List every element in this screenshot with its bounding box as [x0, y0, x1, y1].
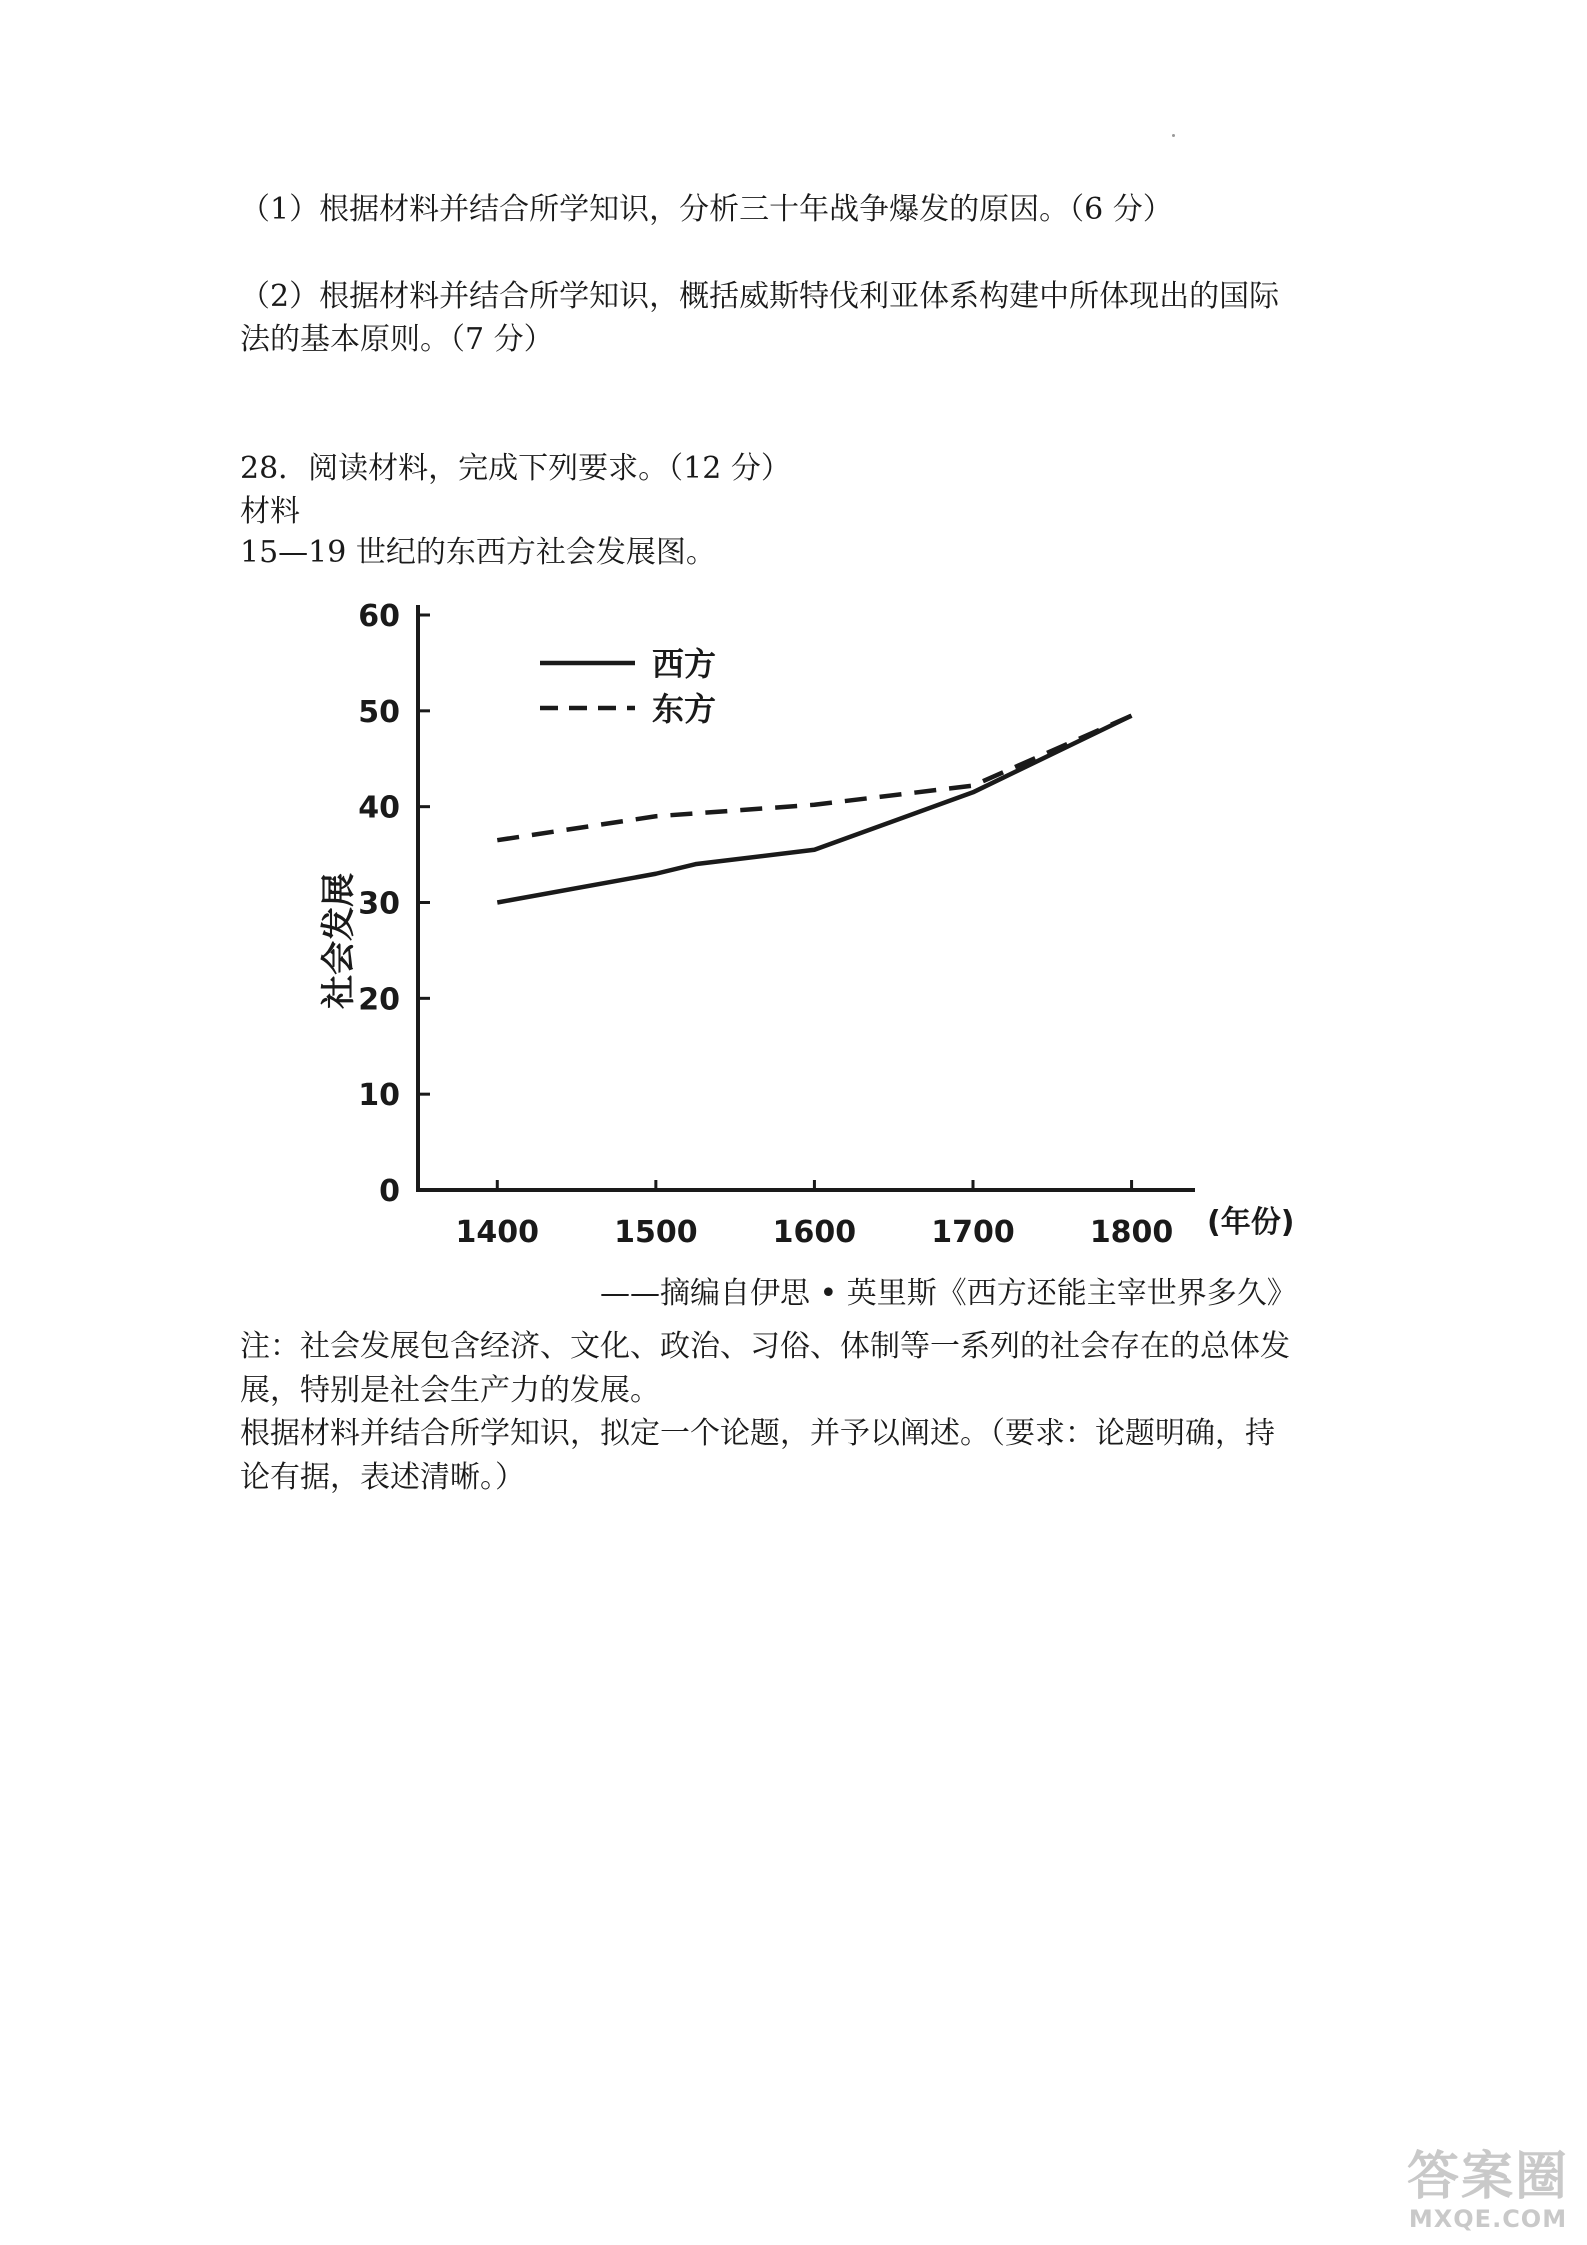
y-tick-label: 0	[379, 1174, 400, 1209]
note-line-1: 注：社会发展包含经济、文化、政治、习俗、体制等一系列的社会存在的总体发	[240, 1329, 1290, 1364]
x-tick-label: 1700	[931, 1215, 1015, 1250]
watermark-url: MXQE.COM	[1408, 2205, 1568, 2233]
legend-label: 东方	[652, 690, 717, 728]
y-tick-label: 50	[358, 694, 400, 730]
y-tick-label: 30	[358, 886, 400, 922]
watermark-logo: 答案圈	[1406, 2147, 1569, 2207]
y-tick-label: 60	[358, 599, 400, 634]
question-2-line-2: 法的基本原则。（7 分）	[240, 322, 554, 357]
x-tick-label: 1600	[772, 1215, 857, 1250]
watermark	[1407, 2149, 1569, 2233]
y-tick-label: 40	[358, 790, 400, 826]
question-2-line-1: （2）根据材料并结合所学知识，概括威斯特伐利亚体系构建中所体现出的国际	[240, 279, 1280, 314]
question-28-title: 28．阅读材料，完成下列要求。（12 分）	[240, 451, 791, 486]
x-tick-label: 1800	[1089, 1215, 1174, 1250]
y-tick-label: 20	[358, 982, 400, 1018]
material-intro: 15—19 世纪的东西方社会发展图。	[240, 535, 716, 570]
note-line-2: 展，特别是社会生产力的发展。	[240, 1373, 660, 1408]
series-line-east	[497, 716, 1131, 841]
legend-label: 西方	[652, 645, 717, 683]
x-tick-label: 1400	[455, 1215, 540, 1250]
task-line-1: 根据材料并结合所学知识，拟定一个论题，并予以阐述。（要求：论题明确，持	[240, 1416, 1275, 1451]
x-axis-label: (年份)	[1207, 1205, 1295, 1240]
y-axis-label: 社会发展	[319, 872, 359, 1009]
task-line-2: 论有据，表述清晰。）	[240, 1460, 525, 1495]
scan-speck	[1172, 134, 1175, 137]
material-label: 材料	[240, 494, 300, 529]
x-tick-label: 1500	[614, 1215, 698, 1250]
source-citation: ——摘编自伊思 • 英里斯《西方还能主宰世界多久》	[600, 1276, 1297, 1311]
question-1: （1）根据材料并结合所学知识，分析三十年战争爆发的原因。（6 分）	[240, 192, 1173, 227]
social-development-chart	[300, 585, 1340, 1285]
y-tick-label: 10	[358, 1078, 400, 1114]
series-line-west	[497, 716, 1131, 903]
